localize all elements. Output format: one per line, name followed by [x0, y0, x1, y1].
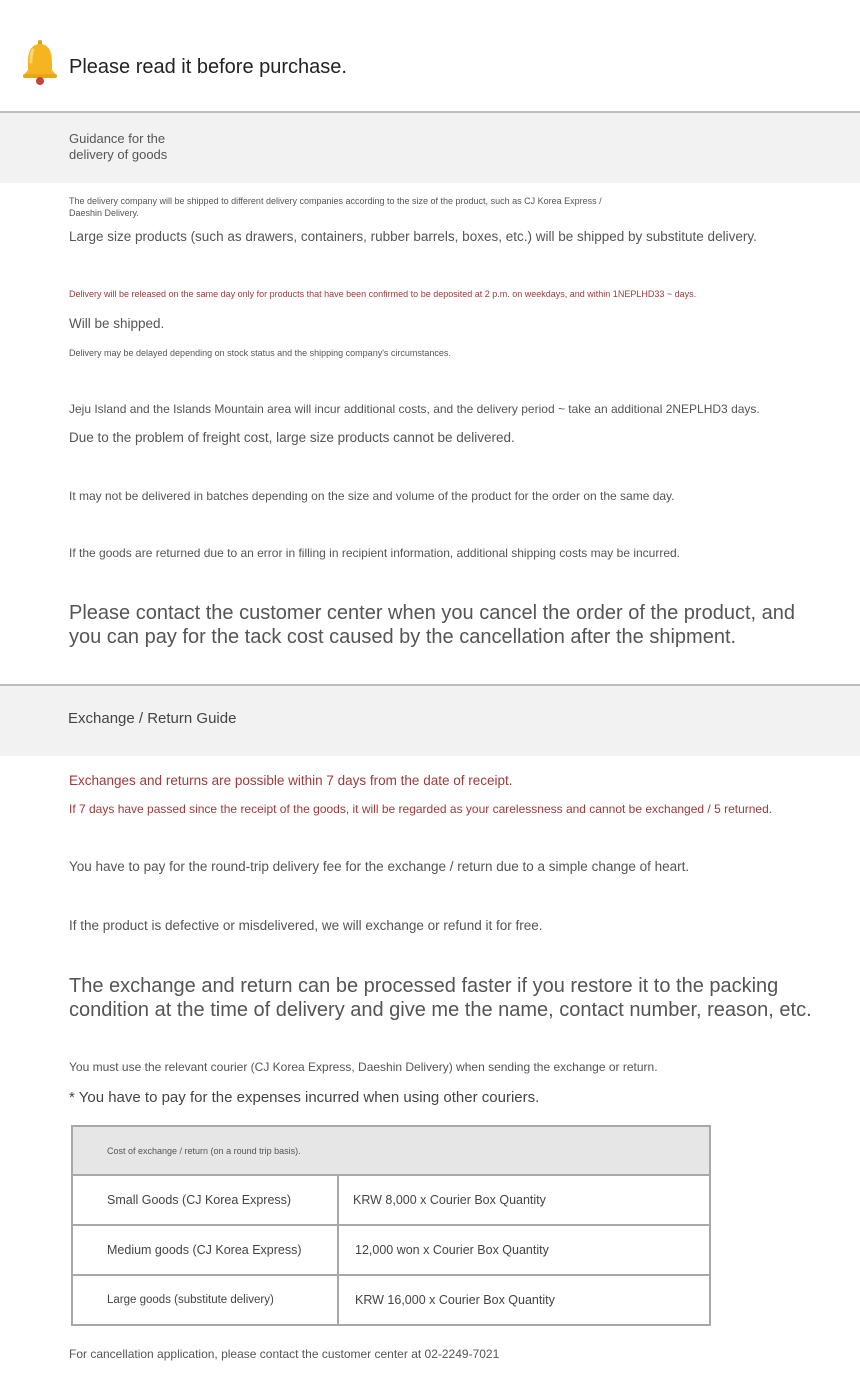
exchange-line-4: If the product is defective or misdelivered, we will exchange or refund it for free. [69, 918, 543, 933]
exchange-line-5a: The exchange and return can be processed faster if you restore it to the packing [69, 975, 779, 997]
delivery-line-3: Delivery will be released on the same day only for products that have been confirmed to be deposited at 2 p.m. on weekdays, and within 1NEPLHD33 ~ days. [69, 289, 697, 299]
cost-item-medium: Medium goods (CJ Korea Express) [72, 1225, 338, 1275]
exchange-line-2: If 7 days have passed since the receipt of the goods, it will be regarded as your carelessness and cannot be exchanged / 5 returned. [69, 802, 773, 816]
table-row [72, 1225, 710, 1275]
delivery-section-header [0, 111, 860, 183]
delivery-line-6: Jeju Island and the Islands Mountain area will incur additional costs, and the delivery period ~ take an additional 2NEPLHD3 days. [69, 402, 760, 416]
delivery-line-5: Delivery may be delayed depending on stock status and the shipping company's circumstances. [69, 348, 451, 358]
exchange-line-5b: condition at the time of delivery and give me the name, contact number, reason, etc. [69, 999, 812, 1021]
cost-item-large: Large goods (substitute delivery) [72, 1275, 338, 1325]
cost-table-header: Cost of exchange / return (on a round trip basis). [72, 1126, 710, 1175]
exchange-line-6: You must use the relevant courier (CJ Korea Express, Daeshin Delivery) when sending the exchange or return. [69, 1060, 658, 1074]
delivery-line-10a: Please contact the customer center when you cancel the order of the product, and [69, 602, 795, 624]
delivery-heading-line2: delivery of goods [69, 147, 168, 162]
bell-icon [20, 40, 60, 86]
cost-item-small: Small Goods (CJ Korea Express) [72, 1175, 338, 1225]
notice-title: Please read it before purchase. [69, 56, 347, 78]
exchange-section-header [0, 684, 860, 756]
delivery-line-10b: you can pay for the tack cost caused by the cancellation after the shipment. [69, 626, 737, 648]
delivery-heading-line1: Guidance for the [69, 131, 166, 146]
delivery-line-9: If the goods are returned due to an error in filling in recipient information, additional shipping costs may be incurred. [69, 546, 681, 560]
exchange-heading: Exchange / Return Guide [68, 710, 237, 727]
table-row [72, 1275, 710, 1325]
delivery-line-4: Will be shipped. [69, 316, 165, 331]
delivery-heading [69, 131, 167, 163]
delivery-line-1b: Daeshin Delivery. [69, 208, 139, 218]
delivery-line-7: Due to the problem of freight cost, large size products cannot be delivered. [69, 430, 515, 445]
delivery-line-8: It may not be delivered in batches depending on the size and volume of the product for the order on the same day. [69, 489, 675, 503]
cost-value-medium: 12,000 won x Courier Box Quantity [338, 1225, 710, 1275]
exchange-line-1: Exchanges and returns are possible within 7 days from the date of receipt. [69, 773, 513, 788]
cost-table-header-row [72, 1126, 710, 1175]
cost-value-large: KRW 16,000 x Courier Box Quantity [338, 1275, 710, 1325]
exchange-line-3: You have to pay for the round-trip delivery fee for the exchange / return due to a simple change of heart. [69, 859, 690, 874]
exchange-line-7: * You have to pay for the expenses incurred when using other couriers. [69, 1089, 540, 1106]
cost-value-small: KRW 8,000 x Courier Box Quantity [338, 1175, 710, 1225]
delivery-line-1a: The delivery company will be shipped to different delivery companies according to the size of the product, such as CJ Korea Express / [69, 196, 602, 206]
delivery-line-2: Large size products (such as drawers, containers, rubber barrels, boxes, etc.) will be shipped by substitute delivery. [69, 229, 757, 244]
table-row [72, 1175, 710, 1225]
footer-contact: For cancellation application, please contact the customer center at 02-2249-7021 [69, 1347, 500, 1361]
cost-table [71, 1125, 711, 1326]
